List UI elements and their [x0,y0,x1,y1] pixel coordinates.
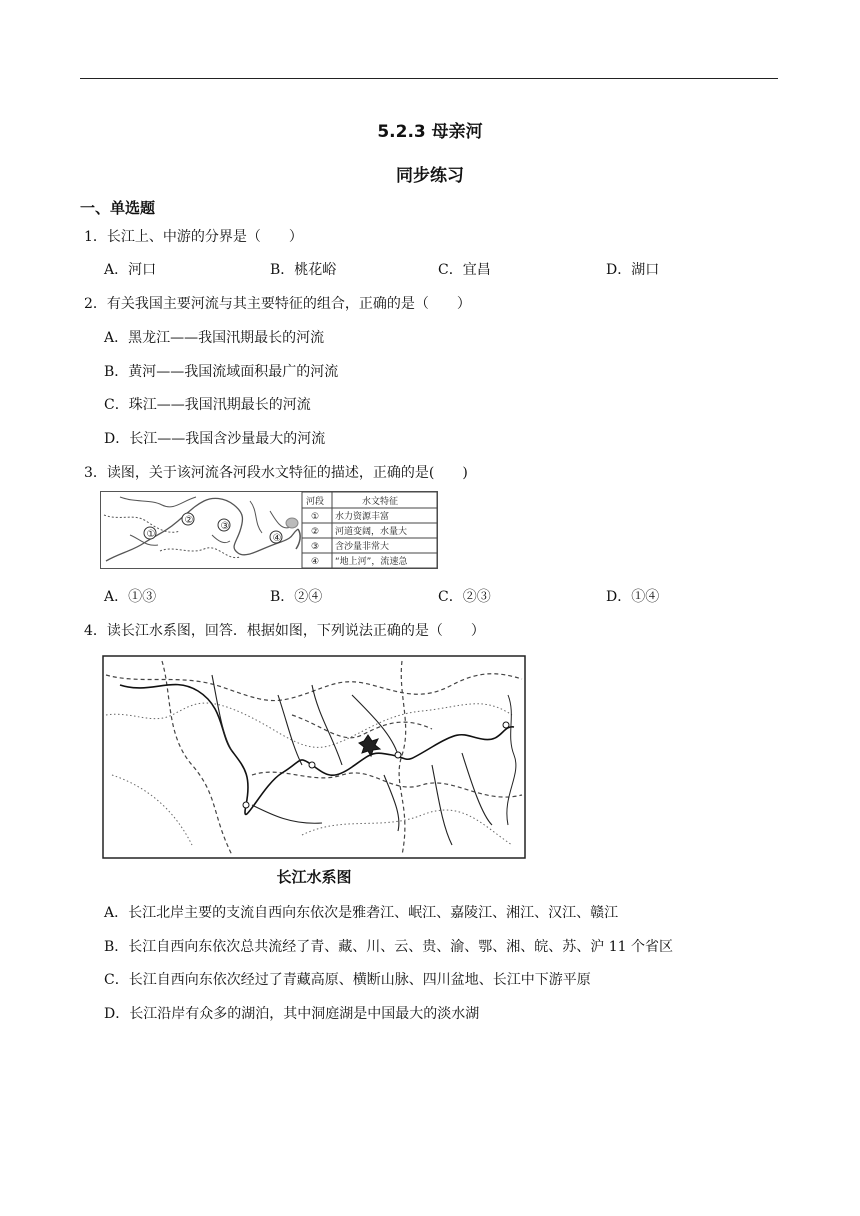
table-row-2-segment: ② [311,527,320,537]
table-row-1-feature: 水力资源丰富 [335,512,390,522]
map-caption: 长江水系图 [276,868,352,886]
question-2-option-a[interactable]: A．黑龙江——我国汛期最长的河流 [104,330,325,346]
question-2-option-d[interactable]: D．长江——我国含沙量最大的河流 [104,431,326,447]
map-label-1: ① [146,529,156,540]
table-header-feature: 水文特征 [362,497,399,507]
map-frame [103,656,525,858]
table-row-2-feature: 河道变阔，水量大 [335,527,408,537]
hydrology-table [302,492,437,568]
page-subtitle: 同步练习 [396,166,464,186]
question-3-option-d[interactable]: D．①④ [606,589,660,605]
table-row-4-feature: “地上河”，流速急 [335,557,408,567]
question-4-option-c[interactable]: C．长江自西向东依次经过了青藏高原、横断山脉、四川盆地、长江中下游平原 [104,972,591,988]
question-4-stem: 4．读长江水系图，回答．根据如图，下列说法正确的是（ ） [84,623,485,639]
question-4-option-b[interactable]: B．长江自西向东依次总共流经了青、藏、川、云、贵、渝、鄂、湘、皖、苏、沪 11 个省区 [104,939,674,955]
map-label-2: ② [184,515,194,526]
question-3-stem: 3．读图，关于该河流各河段水文特征的描述，正确的是( ) [84,465,468,481]
yellow-river-figure [100,491,438,569]
question-1-option-d[interactable]: D．湖口 [606,262,660,278]
table-row-3-feature: 含沙量非常大 [335,542,390,552]
yangtze-river-system-map [102,655,526,859]
question-2-stem: 2．有关我国主要河流与其主要特征的组合，正确的是（ ） [84,296,471,312]
question-3-option-b[interactable]: B．②④ [270,589,323,605]
question-1-stem: 1．长江上、中游的分界是（ ） [84,229,303,245]
map-label-4: ④ [272,533,282,544]
question-4-option-d[interactable]: D．长江沿岸有众多的湖泊，其中洞庭湖是中国最大的淡水湖 [104,1006,480,1022]
question-3-option-c[interactable]: C．②③ [438,589,491,605]
question-1-option-a[interactable]: A．河口 [104,262,157,278]
question-4-option-a[interactable]: A．长江北岸主要的支流自西向东依次是雅砻江、岷江、嘉陵江、湘江、汉江、赣江 [104,905,619,921]
sea-shading [286,518,298,528]
question-2-option-c[interactable]: C．珠江——我国汛期最长的河流 [104,397,311,413]
table-row-4-segment: ④ [311,557,320,567]
question-2-option-b[interactable]: B．黄河——我国流域面积最广的河流 [104,364,339,380]
question-1-option-c[interactable]: C．宜昌 [438,262,491,278]
section-heading: 一、单选题 [80,199,156,217]
page-title: 5.2.3 母亲河 [377,122,483,142]
header-rule [80,78,778,79]
table-row-1-segment: ① [311,512,320,522]
map-label-3: ③ [220,521,230,532]
question-3-option-a[interactable]: A．①③ [104,589,157,605]
question-1-option-b[interactable]: B．桃花峪 [270,262,337,278]
table-row-3-segment: ③ [311,542,320,552]
table-header-segment: 河段 [306,497,325,507]
